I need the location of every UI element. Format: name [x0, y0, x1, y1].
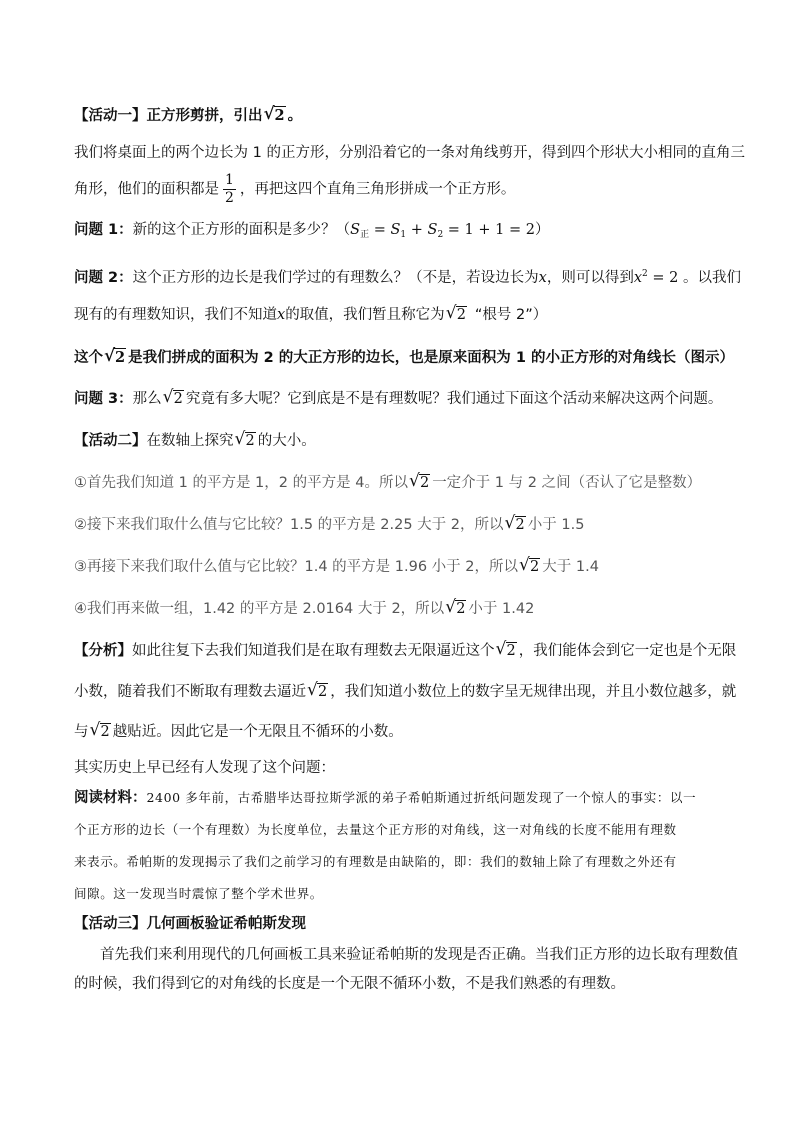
activity-one-heading: 【活动一】正方形剪拼，引出√ 2 。: [74, 106, 302, 126]
final-line-1: 首先我们来利用现代的几何画板工具来验证希帕斯的发现是否正确。当我们正方形的边长取有理数值: [100, 947, 738, 963]
question-2-line-2: 现有的有理数知识，我们不知道x的取值，我们暂且称它为√ 2 “根号 2”）: [74, 305, 547, 325]
question-1-label: 问题 1：: [74, 222, 133, 238]
area-equation: $S_正 = S_1 + S_2 = 1 + 1 = 2$: [350, 222, 535, 240]
sqrt-2-symbol: √ 2: [91, 722, 111, 742]
step-item: ③再接下来我们取什么值与它比较？1.4 的平方是 1.96 小于 2，所以√ 2 大于 1.4: [74, 557, 599, 577]
final-line-2: 的时候，我们得到它的对角线的长度是一个无限不循环小数，不是我们熟悉的有理数。: [74, 976, 625, 992]
reading-line-3: 来表示。希帕斯的发现揭示了我们之前学习的有理数是由缺陷的，即：我们的数轴上除了有理数之外还有: [74, 854, 677, 869]
step-item: ①首先我们知道 1 的平方是 1，2 的平方是 4。所以√ 2 一定介于 1 与 2 之间（否认了它是整数）: [74, 473, 701, 493]
sqrt-2-symbol: √ 2: [236, 431, 256, 451]
reading-line-4: 间隙。这一发现当时震惊了整个学术世界。: [74, 886, 323, 901]
activity-two-heading: 【活动二】在数轴上探究√ 2 的大小。: [74, 431, 316, 451]
activity-three-heading: [74, 914, 306, 934]
analysis-line-1: 【分析】如此往复下去我们知道我们是在取有理数去无限逼近这个√ 2 ，我们能体会到它一定也是个无限: [74, 641, 736, 661]
activity-three-title: 几何画板验证希帕斯发现: [146, 915, 306, 932]
question-2-label: 问题 2：: [74, 270, 133, 286]
sqrt-2-symbol: √ 2: [308, 682, 328, 702]
activity-two-bracket: 【活动二】: [74, 433, 147, 449]
sqrt-2-symbol: √ 2: [105, 348, 126, 368]
step-item: ②接下来我们取什么值与它比较？1.5 的平方是 2.25 大于 2，所以√ 2 小于 1.5: [74, 515, 584, 535]
step-item: ④我们再来做一组，1.42 的平方是 2.0164 大于 2，所以√ 2 小于 1.42: [74, 599, 534, 619]
x-squared: $x^2$: [633, 269, 648, 286]
sqrt-2-symbol: √ 2: [446, 599, 466, 619]
sqrt-2-symbol: √ 2: [265, 106, 286, 126]
reading-line-1: 阅读材料：2400 多年前，古希腊毕达哥拉斯学派的弟子希帕斯通过折纸问题发现了一个惊人的事实：以一: [74, 790, 697, 806]
sqrt-2-symbol: √ 2: [164, 389, 184, 409]
activity-three-bracket: 【活动三】: [74, 916, 147, 932]
sqrt-2-symbol: √ 2: [520, 557, 540, 577]
one-half-fraction: $\frac{1}{2}$: [225, 172, 234, 206]
history-note: 其实历史上早已经有人发现了这个问题：: [74, 760, 335, 776]
sqrt-2-symbol: √ 2: [506, 515, 526, 535]
activity-one-title: 正方形剪拼，引出: [146, 108, 263, 124]
intro-line-2: 角形，他们的面积都是 $\frac{1}{2}$ ，再把这四个直角三角形拼成一个正方形。: [74, 172, 516, 206]
sqrt-2-symbol: √ 2: [410, 473, 430, 493]
analysis-line-3: 与√ 2 越贴近。因此它是一个无限且不循环的小数。: [74, 722, 403, 742]
key-statement: 这个√ 2 是我们拼成的面积为 2 的大正方形的边长，也是原来面积为 1 的小正方形的对角线长（图示）: [74, 348, 734, 368]
question-3: 问题 3：那么√ 2 究竟有多大呢？它到底是不是有理数呢？我们通过下面这个活动来解决这两个问题。: [74, 389, 722, 409]
intro-line-1: 我们将桌面上的两个边长为 1 的正方形，分别沿着它的一条对角线剪开，得到四个形状大小相同的直角三: [74, 145, 745, 161]
analysis-line-2: 小数，随着我们不断取有理数去逼近√ 2 ，我们知道小数位上的数字呈无规律出现，并且小数位越多，就: [74, 682, 736, 702]
question-1: 问题 1：新的这个正方形的面积是多少？$(S_正 = S_1 + S_2 = 1 + 1 = 2)$: [74, 222, 550, 240]
question-2-line-1: 问题 2：这个正方形的边长是我们学过的有理数么？（不是，若设边长为x，则可以得到$x^2 = 2$ 。以我们: [74, 269, 741, 286]
question-3-label: 问题 3：: [74, 391, 133, 407]
reading-label: 阅读材料：: [74, 790, 147, 806]
sqrt-2-symbol: √ 2: [497, 641, 517, 661]
sqrt-2-symbol: √ 2: [447, 305, 467, 325]
reading-line-2: 个正方形的边长（一个有理数）为长度单位，去量这个正方形的对角线，这一对角线的长度不能用有理数: [74, 822, 677, 837]
analysis-bracket: 【分析】: [74, 643, 132, 659]
activity-one-bracket: 【活动一】: [74, 108, 147, 124]
